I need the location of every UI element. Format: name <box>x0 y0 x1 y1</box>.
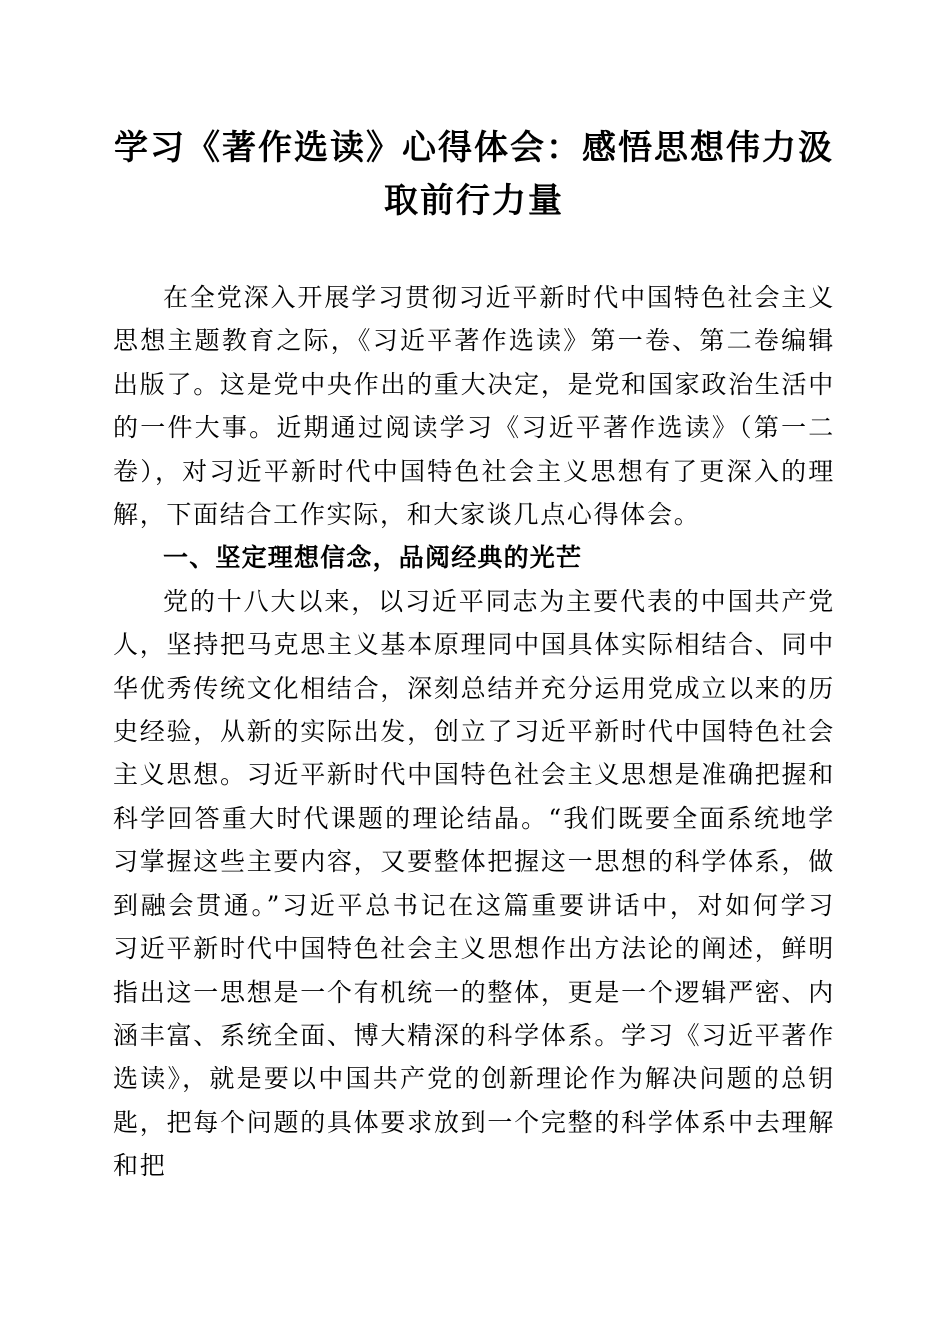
document-title: 学习《著作选读》心得体会：感悟思想伟力汲取前行力量 <box>114 128 834 221</box>
paragraph-section-1: 党的十八大以来，以习近平同志为主要代表的中国共产党人，坚持把马克思主义基本原理同中国具体实际相结合、同中华优秀传统文化相结合，深刻总结并充分运用党成立以来的历史经验，从新的实际出发，创立了习近平新时代中国特色社会主义思想。习近平新时代中国特色社会主义思想是准确把握和科学回答重大时代课题的理论结晶。“我们既要全面系统地学习掌握这些主要内容，又要整体把握这一思想的科学体系，做到融会贯通。”习近平总书记在这篇重要讲话中，对如何学习习近平新时代中国特色社会主义思想作出方法论的阐述，鲜明指出这一思想是一个有机统一的整体，更是一个逻辑严密、内涵丰富、系统全面、博大精深的科学体系。学习《习近平著作选读》，就是要以中国共产党的创新理论作为解决问题的总钥匙，把每个问题的具体要求放到一个完整的科学体系中去理解和把 <box>113 586 835 1181</box>
paragraph-intro: 在全党深入开展学习贯彻习近平新时代中国特色社会主义思想主题教育之际，《习近平著作选读》第一卷、第二卷编辑出版了。这是党中央作出的重大决定，是党和国家政治生活中的一件大事。近期通过阅读学习《习近平著作选读》（第一二卷），对习近平新时代中国特色社会主义思想有了更深入的理解，下面结合工作实际，和大家谈几点心得体会。 <box>113 283 835 530</box>
section-heading-1: 一、坚定理想信念，品阅经典的光芒 <box>163 543 583 573</box>
